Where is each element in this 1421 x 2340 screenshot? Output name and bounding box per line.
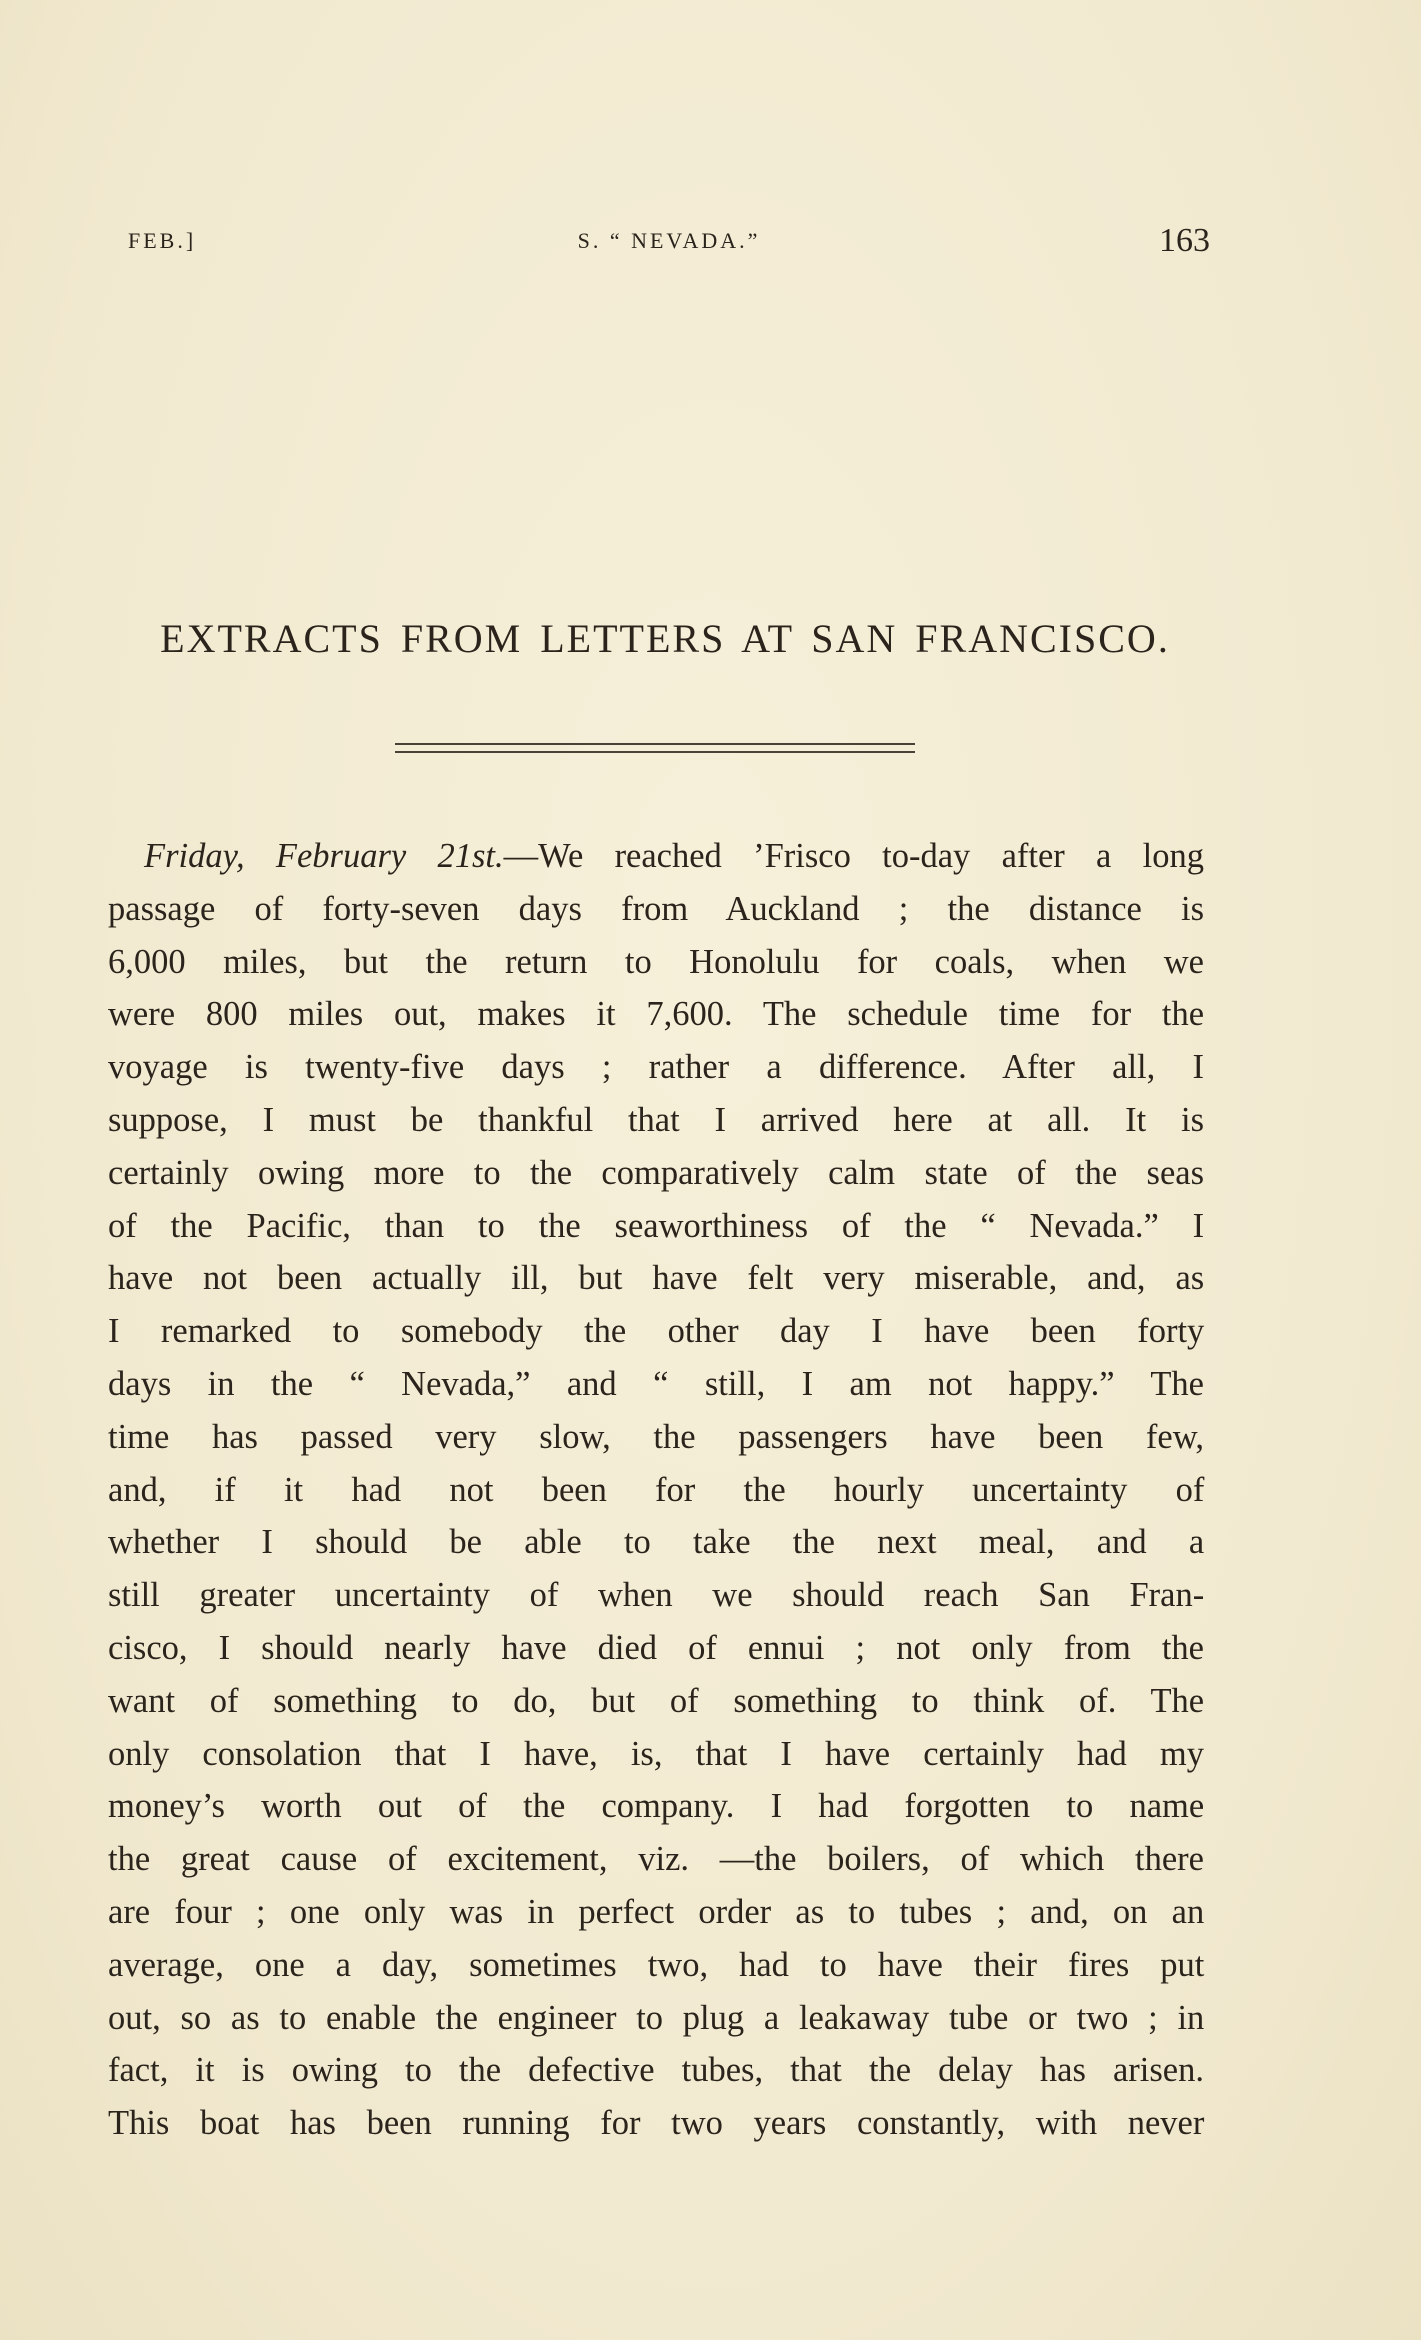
page-number: 163 xyxy=(1159,222,1210,259)
running-head xyxy=(128,222,1210,262)
text-line: have not been actually ill, but have felt very miserable, and, as xyxy=(108,1259,1205,1298)
text-line: the great cause of excitement, viz. —the boilers, of which there xyxy=(108,1840,1204,1879)
text-line: average, one a day, sometimes two, had to have their fires put xyxy=(108,1945,1205,1984)
text-line: whether I should be able to take the next meal, and a xyxy=(108,1523,1205,1562)
text-line: want of something to do, but of something to think of. The xyxy=(108,1681,1205,1720)
text-line: and, if it had not been for the hourly uncertainty of xyxy=(108,1470,1205,1509)
text-line: cisco, I should nearly have died of ennui ; not only from the xyxy=(108,1628,1204,1667)
text-line: I remarked to somebody the other day I have been forty xyxy=(108,1312,1205,1351)
text-line: were 800 miles out, makes it 7,600. The schedule time for the xyxy=(108,995,1205,1034)
text-line xyxy=(108,830,1204,883)
text-line: out, so as to enable the engineer to plug a leakaway tube or two ; in xyxy=(108,1998,1205,2037)
running-head-left: FEB.] xyxy=(128,228,197,253)
text-line: money’s worth out of the company. I had forgotten to name xyxy=(108,1787,1205,1826)
text-line: of the Pacific, than to the seaworthiness of the “ Nevada.” I xyxy=(108,1206,1205,1245)
body-paragraph xyxy=(108,830,1204,2150)
section-heading: EXTRACTS FROM LETTERS AT SAN FRANCISCO. xyxy=(160,616,1170,661)
text-line-content: —We reached ’Frisco to-day after a long xyxy=(503,837,1204,875)
text-line: only consolation that I have, is, that I have certainly had my xyxy=(108,1734,1204,1773)
text-line: time has passed very slow, the passengers have been few, xyxy=(108,1417,1204,1456)
double-rule-divider xyxy=(395,743,915,753)
date-lead: Friday, February 21st. xyxy=(144,837,504,875)
text-line: certainly owing more to the comparatively calm state of the seas xyxy=(108,1153,1205,1192)
running-head-title: S. “ NEVADA.” xyxy=(577,228,761,253)
text-line: are four ; one only was in perfect order as to tubes ; and, on an xyxy=(108,1892,1205,1931)
text-line: days in the “ Nevada,” and “ still, I am not happy.” The xyxy=(108,1364,1204,1403)
text-line: still greater uncertainty of when we should reach San Fran- xyxy=(108,1576,1205,1615)
text-line: voyage is twenty-five days ; rather a difference. After all, I xyxy=(108,1048,1204,1087)
text-line: 6,000 miles, but the return to Honolulu for coals, when we xyxy=(108,942,1204,981)
text-line: suppose, I must be thankful that I arrived here at all. It is xyxy=(108,1100,1204,1139)
text-line: fact, it is owing to the defective tubes, that the delay has arisen. xyxy=(108,2051,1204,2090)
text-line: This boat has been running for two years constantly, with never xyxy=(108,2104,1205,2143)
text-line: passage of forty-seven days from Auckland ; the distance is xyxy=(108,889,1205,928)
